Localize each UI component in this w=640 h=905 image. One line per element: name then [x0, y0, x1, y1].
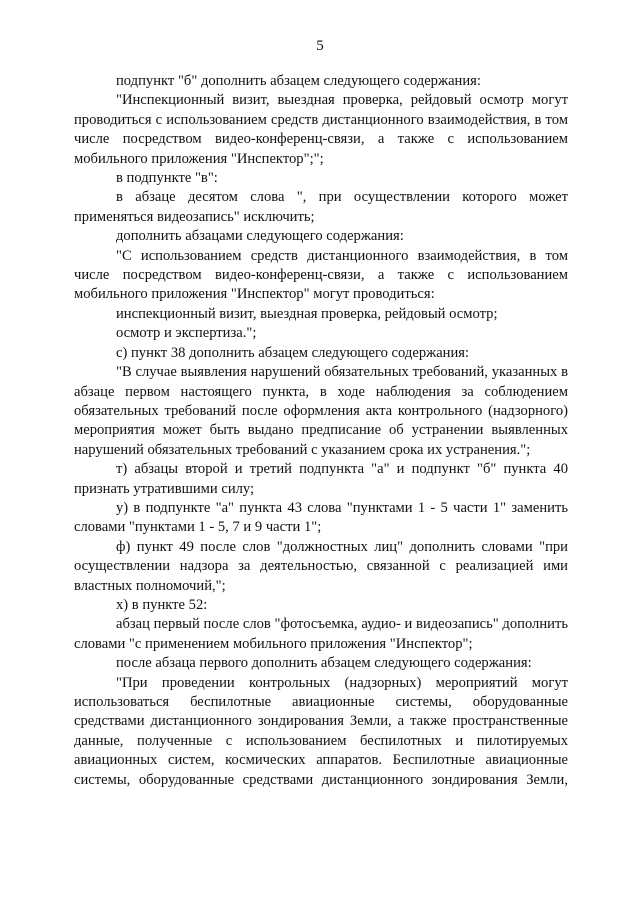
paragraph: абзац первый после слов "фотосъемка, аудио- и видеозапись" дополнить словами "с применением мобильного приложения "Инспектор";	[74, 616, 568, 652]
paragraph: "При проведении контрольных (надзорных) мероприятий могут использоваться беспилотные авиационные системы, оборудованные средствами дистанционного зондирования Земли, а также пространственные данные, полученные с использованием беспилотных и пилотируемых авиационных систем, космических аппаратов. Беспилотные авиационные системы, оборудованные средствами дистанционного зондирования Земли,	[74, 674, 568, 788]
document-body	[74, 72, 568, 790]
paragraph: "В случае выявления нарушений обязательных требований, указанных в абзаце первом настоящего пункта, в ходе наблюдения за соблюдением обязательных требований после оформления акта контрольного (надзорного) мероприятия может быть выдано предписание об устранении выявленных нарушений обязательных требований с указанием срока их устранения.";	[74, 364, 568, 458]
paragraph: у) в подпункте "а" пункта 43 слова "пунктами 1 - 5 части 1" заменить словами "пунктами 1 - 5, 7 и 9 части 1";	[74, 499, 568, 536]
paragraph: "С использованием средств дистанционного взаимодействия, в том числе посредством видео-конференц-связи, а также с использованием мобильного приложения "Инспектор" могут проводиться:	[74, 247, 568, 303]
paragraph: осмотр и экспертиза.";	[116, 325, 257, 342]
paragraph: инспекционный визит, выездная проверка, рейдовый осмотр;	[116, 305, 498, 322]
paragraph: в подпункте "в":	[116, 170, 218, 187]
paragraph: с) пункт 38 дополнить абзацем следующего содержания:	[116, 344, 470, 361]
paragraph: ф) пункт 49 после слов "должностных лиц" дополнить словами "при осуществлении надзора за деятельностью, связанной с реализацией ими властных полномочий,";	[74, 538, 568, 594]
paragraph: х) в пункте 52:	[116, 596, 208, 613]
paragraph: т) абзацы второй и третий подпункта "а" и подпункт "б" пункта 40 признать утратившими силу;	[74, 461, 568, 497]
paragraph: в абзаце десятом слова ", при осуществлении которого может применяться видеозапись" исключить;	[74, 189, 568, 225]
paragraph: дополнить абзацами следующего содержания:	[116, 228, 404, 245]
page-number: 5	[316, 38, 324, 54]
paragraph: после абзаца первого дополнить абзацем следующего содержания:	[116, 655, 532, 672]
paragraph: "Инспекционный визит, выездная проверка, рейдовый осмотр могут проводиться с использованием средств дистанционного взаимодействия, в том числе посредством видео-конференц-связи, а также с использованием мобильного приложения "Инспектор";";	[74, 92, 568, 167]
paragraph: подпункт "б" дополнить абзацем следующего содержания:	[116, 73, 481, 89]
